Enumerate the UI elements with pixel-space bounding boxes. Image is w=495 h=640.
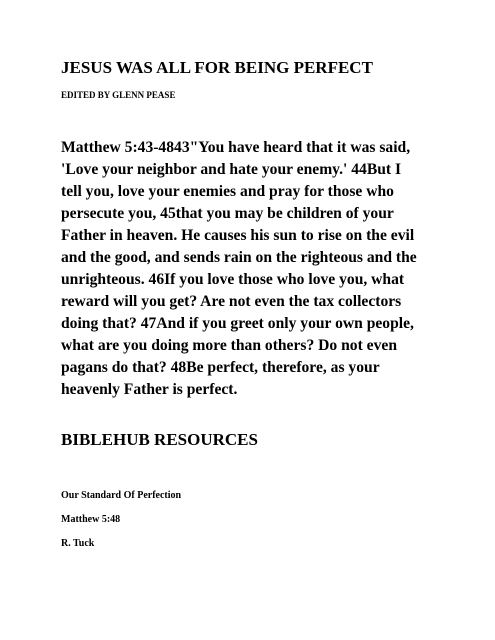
passage-line: unrighteous. 46If you love those who love you, what [61, 271, 405, 288]
passage-line: what are you doing more than others? Do not even [61, 337, 397, 354]
resource-reference: Matthew 5:48 [61, 514, 121, 525]
passage-line: heavenly Father is perfect. [61, 381, 238, 398]
editor-credit: EDITED BY GLENN PEASE [61, 90, 176, 100]
resource-author: R. Tuck [61, 538, 95, 549]
resources-heading: BIBLEHUB RESOURCES [61, 430, 258, 449]
passage-line: 'Love your neighbor and hate your enemy.' 44But I [61, 161, 402, 178]
passage-line: persecute you, 45that you may be children of your [61, 205, 394, 222]
passage-line: tell you, love your enemies and pray for those who [61, 183, 394, 200]
passage-line: Matthew 5:43-4843"You have heard that it was said, [61, 139, 411, 156]
passage-line: pagans do that? 48Be perfect, therefore, as your [61, 359, 380, 376]
document-title: JESUS WAS ALL FOR BEING PERFECT [61, 58, 373, 77]
passage-line: and the good, and sends rain on the righteous and the [61, 249, 417, 266]
resource-title: Our Standard Of Perfection [61, 490, 182, 501]
passage-line: doing that? 47And if you greet only your own people, [61, 315, 414, 332]
passage-line: reward will you get? Are not even the tax collectors [61, 293, 402, 310]
passage-line: Father in heaven. He causes his sun to rise on the evil [61, 227, 415, 244]
scripture-passage [61, 137, 441, 401]
